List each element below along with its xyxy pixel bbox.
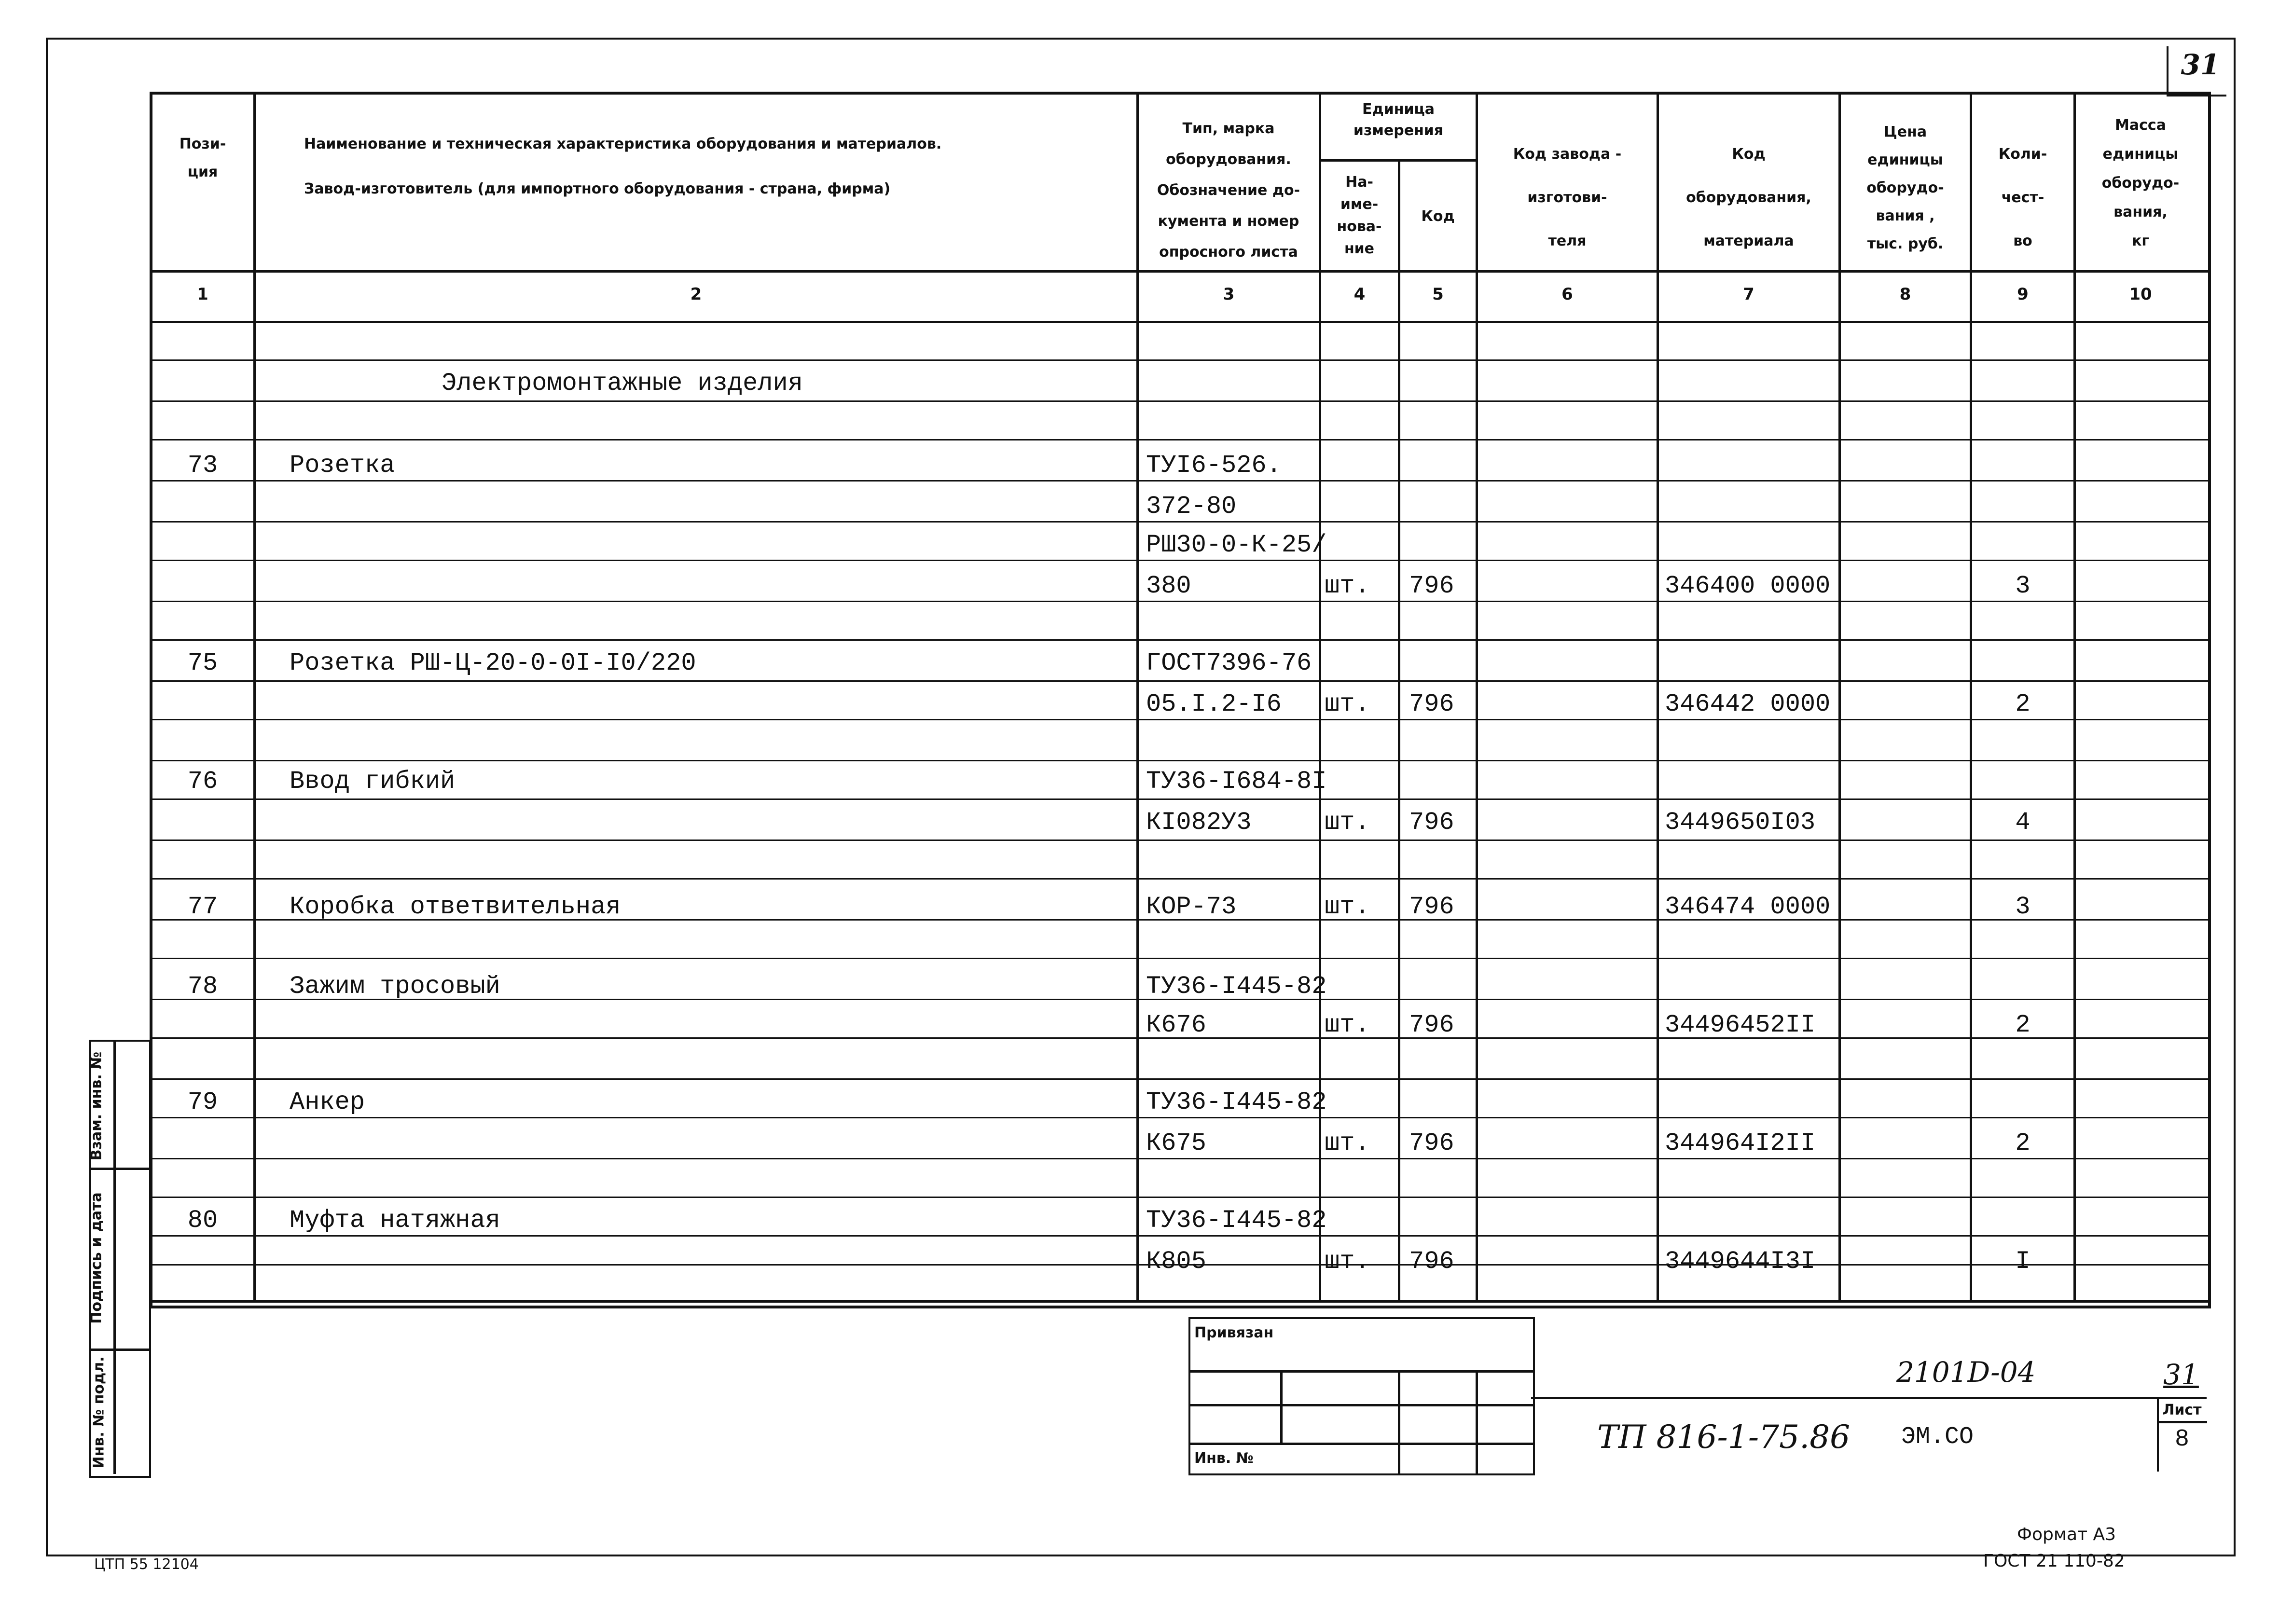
sheet-number: 8 (2174, 1426, 2189, 1453)
row-name: Розетка (290, 451, 395, 480)
row-line (150, 1078, 2210, 1080)
row-type: К805 (1146, 1247, 1206, 1276)
row-line (150, 480, 2210, 482)
row-type: КОР-73 (1146, 893, 1237, 921)
row-qty: 2 (2015, 1011, 2030, 1039)
row-name: Розетка РШ-Ц-20-0-0I-I0/220 (290, 649, 696, 677)
row-pos: 79 (187, 1088, 218, 1116)
col-line-6 (1657, 92, 1659, 1303)
colnum-8: 8 (1899, 285, 1911, 304)
row-line (150, 1158, 2210, 1159)
row-pos: 77 (187, 893, 218, 921)
doc-number: 2101D-04 (1896, 1356, 2036, 1389)
row-line (150, 521, 2210, 523)
row-line (150, 359, 2210, 361)
colnum-4: 4 (1354, 285, 1366, 304)
inv-no-label: Инв. № (1194, 1450, 1254, 1467)
gost-label: ГОСТ 21 110-82 (1983, 1551, 2125, 1571)
row-unit: шт. (1325, 572, 1370, 600)
col-line-2 (1136, 92, 1139, 1303)
col-line-7 (1838, 92, 1841, 1303)
title-block-top (1531, 1397, 2207, 1399)
privyazan-vline-3 (1476, 1370, 1478, 1473)
row-type: КI082У3 (1146, 808, 1252, 837)
row-name: Муфта натяжная (290, 1206, 500, 1235)
header-col7: Код оборудования, материала (1686, 146, 1811, 249)
colnum-3: 3 (1223, 285, 1235, 304)
row-name: Анкер (290, 1088, 365, 1116)
row-type: К676 (1146, 1011, 1206, 1039)
unit-group-divider (1319, 159, 1476, 162)
row-line (150, 601, 2210, 602)
row-pos: 78 (187, 972, 218, 1001)
row-type: ТУ36-I445-82 (1146, 1206, 1327, 1235)
corner-sheet-number: 31 (2181, 48, 2220, 81)
row-type: РШ30-0-К-25/ (1146, 531, 1327, 559)
row-line (150, 760, 2210, 761)
row-unit: шт. (1325, 1247, 1370, 1276)
sheet-box-line (2157, 1421, 2207, 1423)
sheet-top-number: 31 (2163, 1358, 2199, 1391)
colnum-9: 9 (2017, 285, 2029, 304)
header-col8: Цена единицы оборудо- вания , тыс. руб. (1866, 124, 1944, 252)
row-qty: 2 (2015, 1129, 2030, 1157)
row-code: 796 (1409, 690, 1454, 718)
row-line (150, 1117, 2210, 1118)
row-line (150, 680, 2210, 682)
row-eq-code: 346442 0000 (1665, 690, 1831, 718)
privyazan-vline-1 (1280, 1370, 1283, 1443)
col-line-4 (1398, 159, 1400, 1303)
row-line (150, 639, 2210, 641)
row-line (150, 840, 2210, 841)
colnum-7: 7 (1743, 285, 1754, 304)
row-pos: 73 (187, 451, 218, 480)
row-line (150, 798, 2210, 800)
row-eq-code: 34496452II (1665, 1011, 1816, 1039)
row-unit: шт. (1325, 893, 1370, 921)
row-line (150, 958, 2210, 959)
section-code: ЭМ.СО (1901, 1423, 1974, 1451)
header-col9: Коли- чест- во (1998, 146, 2047, 249)
row-qty: 2 (2015, 690, 2030, 718)
row-qty: 3 (2015, 893, 2030, 921)
row-unit: шт. (1325, 1129, 1370, 1157)
tp-code: ТП 816-1-75.86 (1597, 1418, 1851, 1456)
privyazan-label: Привязан (1194, 1324, 1274, 1341)
table-bottom-line (150, 1300, 2210, 1303)
row-type: ТУ36-I445-82 (1146, 972, 1327, 1001)
colnum-divider (150, 321, 2210, 323)
format-label: Формат А3 (2017, 1525, 2116, 1544)
row-eq-code: 346400 0000 (1665, 572, 1831, 600)
sheet-label: Лист (2162, 1402, 2202, 1418)
colnum-2: 2 (690, 285, 702, 304)
row-code: 796 (1409, 893, 1454, 921)
col-line-1 (253, 92, 256, 1303)
header-col5: Код (1421, 208, 1455, 225)
privyazan-line-2 (1188, 1404, 1533, 1406)
row-pos: 76 (187, 767, 218, 796)
col-line-5 (1476, 92, 1478, 1303)
row-name: Зажим тросовый (290, 972, 500, 1001)
row-eq-code: 3449644I3I (1665, 1247, 1816, 1276)
row-type: ТУI6-526. (1146, 451, 1282, 480)
privyazan-line-3 (1188, 1443, 1533, 1445)
row-unit: шт. (1325, 808, 1370, 837)
print-code: ЦТП 55 12104 (94, 1556, 199, 1573)
row-line (150, 1197, 2210, 1198)
header-col6: Код завода - изготови- теля (1513, 146, 1622, 249)
header-unit-group: Единица измерения (1353, 101, 1444, 139)
row-type: К675 (1146, 1129, 1206, 1157)
row-type: ГОСТ7396-76 (1146, 649, 1312, 677)
row-line (150, 719, 2210, 720)
row-type: ТУ36-I684-8I (1146, 767, 1327, 796)
row-type: 05.I.2-I6 (1146, 690, 1282, 718)
row-line (150, 400, 2210, 402)
row-qty: 4 (2015, 808, 2030, 837)
colnum-6: 6 (1561, 285, 1573, 304)
header-col3: Тип, марка оборудования. Обозначение до- кумента и номер опросного листа (1157, 120, 1300, 261)
row-pos: 75 (187, 649, 218, 677)
row-qty: I (2015, 1247, 2030, 1276)
col-line-9 (2073, 92, 2076, 1303)
row-eq-code: 3449650I03 (1665, 808, 1816, 837)
row-line (150, 878, 2210, 880)
row-type: ТУ36-I445-82 (1146, 1088, 1327, 1116)
header-col2: Наименование и техническая характеристика оборудования и материалов. Завод-изготовитель (для импортного оборудования - страна, фирма) (304, 136, 942, 197)
header-divider (150, 270, 2210, 273)
row-line (150, 439, 2210, 440)
row-code: 796 (1409, 572, 1454, 600)
col-line-3 (1319, 92, 1321, 1303)
side-stamp-inv-podl: Инв. № подл. (90, 1356, 108, 1469)
section-title: Электромонтажные изделия (442, 369, 803, 398)
privyazan-line-1 (1188, 1370, 1533, 1373)
side-stamp-signature: Подпись и дата (88, 1192, 105, 1324)
row-qty: 3 (2015, 572, 2030, 600)
row-name: Ввод гибкий (290, 767, 456, 796)
row-type: 372-80 (1146, 492, 1237, 521)
row-code: 796 (1409, 808, 1454, 837)
colnum-10: 10 (2129, 285, 2152, 304)
colnum-5: 5 (1432, 285, 1444, 304)
colnum-1: 1 (197, 285, 208, 304)
row-unit: шт. (1325, 1011, 1370, 1039)
row-code: 796 (1409, 1129, 1454, 1157)
row-eq-code: 344964I2II (1665, 1129, 1816, 1157)
header-col4: На- име- нова- ние (1337, 174, 1382, 257)
row-eq-code: 346474 0000 (1665, 893, 1831, 921)
side-stamp-vline (113, 1040, 116, 1474)
side-stamp-vzam: Взам. инв. № (88, 1051, 105, 1161)
row-name: Коробка ответвительная (290, 893, 621, 921)
row-unit: шт. (1325, 690, 1370, 718)
row-type: 380 (1146, 572, 1191, 600)
row-code: 796 (1409, 1247, 1454, 1276)
header-col1: Пози- ция (179, 136, 226, 180)
row-line (150, 560, 2210, 561)
row-code: 796 (1409, 1011, 1454, 1039)
row-pos: 80 (187, 1206, 218, 1235)
privyazan-vline-2 (1398, 1370, 1400, 1473)
header-col10: Масса единицы оборудо- вания, кг (2101, 117, 2180, 249)
row-line (150, 1235, 2210, 1237)
